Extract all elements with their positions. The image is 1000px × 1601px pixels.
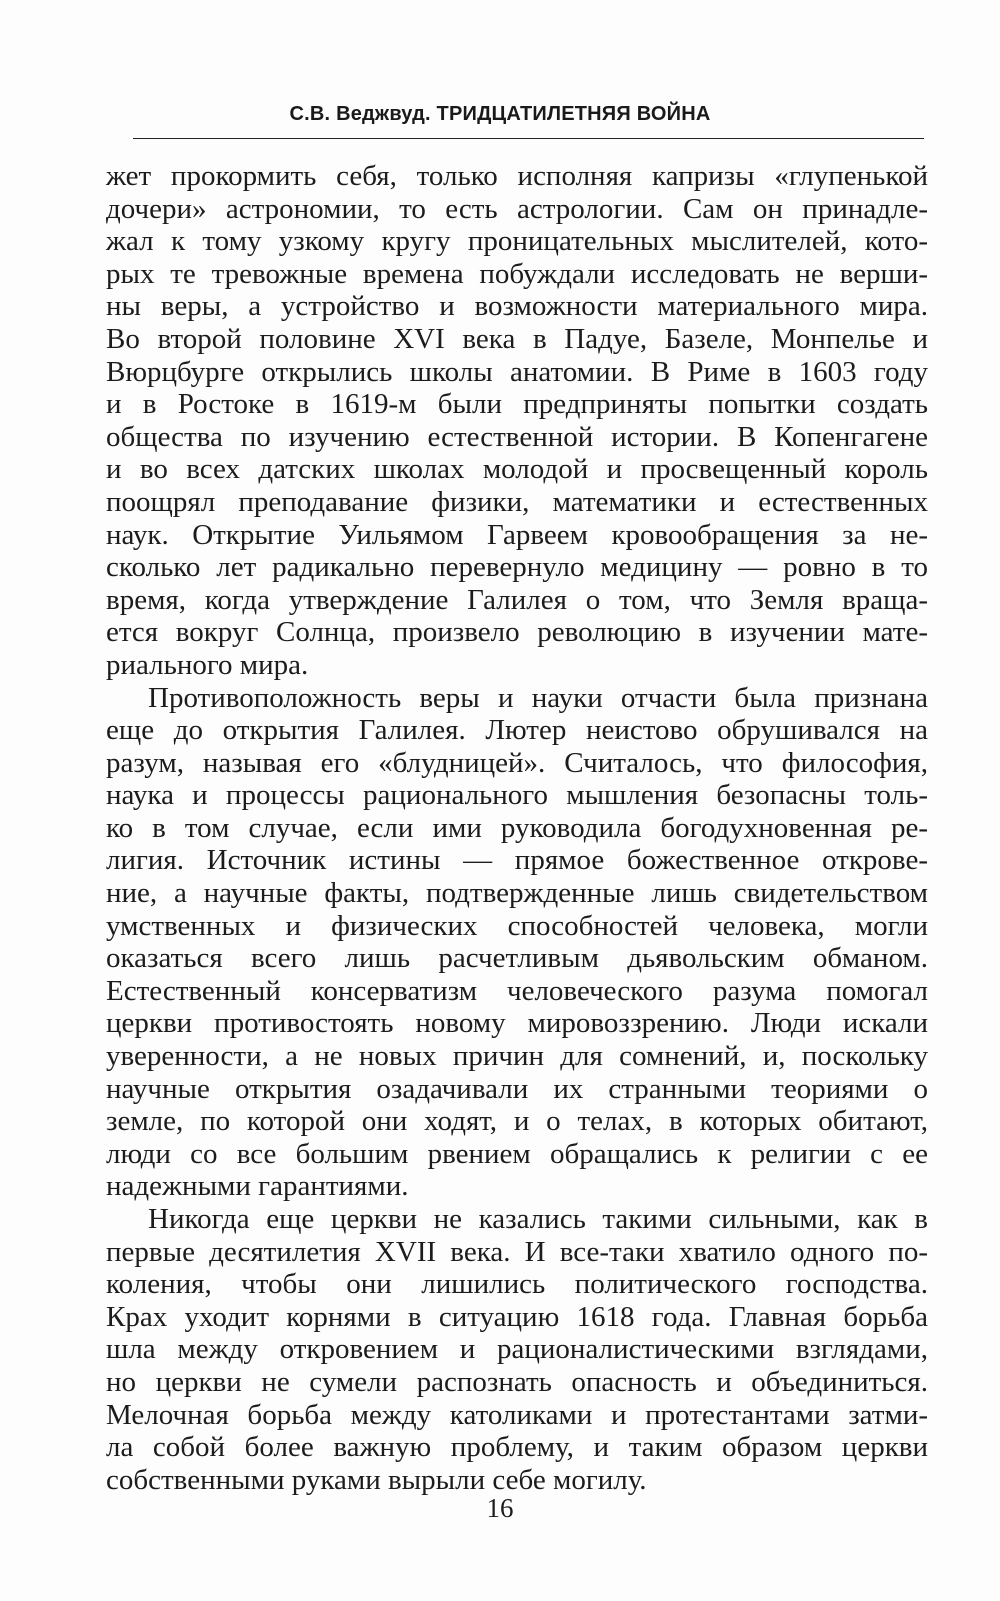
text-line: научные открытия озадачивали их странными теориями о [106,1072,928,1105]
running-head: С.В. Веджвуд. ТРИДЦАТИЛЕТНЯЯ ВОЙНА [289,103,711,125]
text-line: риального мира. [106,648,309,681]
text-line: церкви противостоять новому мировоззрению. Люди искали [106,1007,928,1040]
text-line: лигия. Источник истины — прямое божественное открове- [106,844,928,877]
text-line: и во всех датских школах молодой и просвещенный король [106,453,928,486]
text-line: надежными гарантиями. [106,1170,409,1203]
text-line: поощрял преподавание физики, математики и естественных [106,485,928,518]
text-line: ется вокруг Солнца, произвело революцию в изучении мате- [106,616,928,649]
text-line: собственными руками вырыли себе могилу. [106,1463,647,1496]
text-line: еще до открытия Галилея. Лютер неистово обрушивался на [106,714,928,747]
text-line: но церкви не сумели распознать опасность и объединиться. [106,1365,928,1398]
text-line: Никогда еще церкви не казались такими сильными, как в [148,1203,928,1235]
page-number: 16 [486,1493,514,1523]
text-line: наука и процессы рационального мышления безопасны толь- [106,779,928,812]
text-line: Вюрцбурге открылись школы анатомии. В Риме в 1603 году [106,355,928,388]
text-line: земле, по которой они ходят, и о телах, в которых обитают, [106,1105,928,1138]
body-text [106,160,928,1496]
text-line: Естественный консерватизм человеческого разума помогал [106,974,928,1007]
text-line: Мелочная борьба между католиками и протестантами затми- [106,1398,928,1431]
text-line: Крах уходит корнями в ситуацию 1618 года. Главная борьба [106,1300,928,1333]
text-line: рых те тревожные времена побуждали исследовать не верши- [106,257,928,290]
text-line: жет прокормить себя, только исполняя капризы «глупенькой [106,160,928,192]
text-line: время, когда утверждение Галилея о том, что Земля враща- [106,583,928,616]
text-line: и в Ростоке в 1619-м были предприняты попытки создать [106,388,928,421]
text-line: коления, чтобы они лишились политического господства. [106,1268,928,1301]
text-line: разум, называя его «блудницей». Считалось, что философия, [106,746,928,779]
text-line: уверенности, а не новых причин для сомнений, и, поскольку [106,1040,928,1073]
text-line: ла собой более важную проблему, и таким образом церкви [106,1431,928,1464]
text-line: ко в том случае, если ими руководила богодухновенная ре- [106,811,928,844]
text-line: ны веры, а устройство и возможности материального мира. [106,290,928,323]
text-line: дочери» астрономии, то есть астрологии. Сам он принадле- [106,192,928,225]
paragraph-1 [106,160,928,682]
text-line: ние, а научные факты, подтвержденные лишь свидетельством [106,877,928,910]
header-rule [133,138,924,139]
text-line: оказаться всего лишь расчетливым дьявольским обманом. [106,942,928,975]
text-line: шла между откровением и рационалистическими взглядами, [106,1333,928,1366]
text-line: Противоположность веры и науки отчасти была признана [148,681,928,714]
text-line: люди со все большим рвением обращались к религии с ее [106,1137,928,1170]
text-line: первые десятилетия XVII века. И все-таки хватило одного по- [106,1235,928,1268]
text-line: жал к тому узкому кругу проницательных мыслителей, кото- [106,225,928,258]
text-line: общества по изучению естественной истории. В Копенгагене [106,420,928,453]
text-line: сколько лет радикально перевернуло медицину — ровно в то [106,551,928,584]
text-line: умственных и физических способностей человека, могли [106,909,928,942]
text-line: Во второй половине XVI века в Падуе, Базеле, Монпелье и [106,322,928,355]
paragraph-3 [106,1203,928,1496]
paragraph-2 [106,682,928,1204]
text-line: наук. Открытие Уильямом Гарвеем кровообращения за не- [106,518,928,551]
